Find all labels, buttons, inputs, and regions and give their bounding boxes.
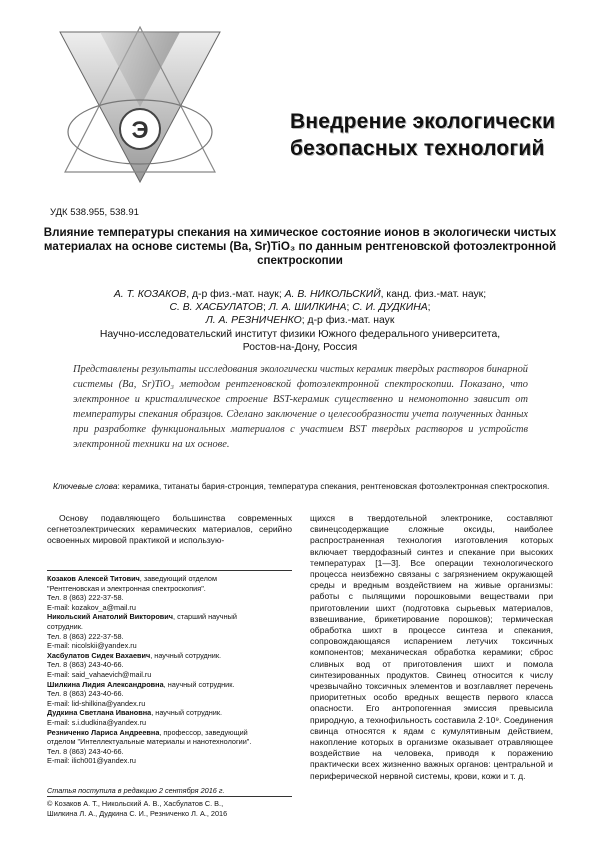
bio-name: Резниченко Лариса Андреевна	[47, 727, 160, 737]
bio-line: E-mail: kozakov_a@mail.ru	[47, 602, 136, 612]
bio-text: , старший научный	[173, 612, 237, 622]
bio-name: Никольский Анатолий Викторович	[47, 612, 174, 622]
footnote-divider	[47, 570, 292, 571]
author-name: А. В. НИКОЛЬСКИЙ	[284, 289, 381, 300]
bio-name: Шилкина Лидия Александровна	[47, 679, 164, 689]
bio-line: Тел. 8 (863) 243-40-66.	[47, 746, 124, 756]
author-bio	[47, 612, 292, 650]
bio-text: , профессор, заведующий	[159, 727, 248, 737]
bio-first-line	[47, 574, 292, 584]
bio-first-line	[47, 728, 292, 738]
author-name: Л. А. РЕЗНИЧЕНКО	[205, 315, 302, 327]
copyright	[47, 799, 292, 818]
bio-text: , научный сотрудник.	[151, 708, 223, 718]
author-bios	[47, 574, 292, 766]
bio-line: E-mail: s.i.dudkina@yandex.ru	[47, 717, 147, 727]
section-title: Внедрение экологически безопасных технологий	[290, 110, 556, 160]
author-name: А. Т. КОЗАКОВ	[113, 289, 187, 300]
abstract: Представлены результаты исследования экологически чистых керамик твердых растворов бинарной системы (Ba, Sr)TiO₃ методом рентгеновской фотоэлектронной спектроскопии. Показано, что электронное и кристаллическое строение BST-керамик существенно и немонотонно зависит от температуры спекания образцов. Сделано заключение о целесообразности учета полученных данных при разработке функциональных материалов с участием BST твердых растворов и устройств электронной техники на их основе.	[73, 364, 528, 450]
author-name: Л. А. ШИЛКИНА	[268, 302, 347, 314]
bio-first-line	[47, 708, 292, 718]
author-bio	[47, 728, 292, 766]
author-bio	[47, 651, 292, 680]
bio-first-line	[47, 680, 292, 690]
logo-letter: Э	[131, 117, 149, 144]
separator: ;	[427, 302, 431, 314]
bio-line: Тел. 8 (863) 222-37-58.	[47, 631, 124, 641]
journal-logo	[40, 12, 240, 192]
author-degree: , д-р физ.-мат. наук;	[186, 289, 285, 300]
author-degree: , канд. физ.-мат. наук;	[380, 289, 487, 300]
bio-line: Тел. 8 (863) 222-37-58.	[47, 593, 124, 603]
bio-name: Хасбулатов Сидек Вахаевич	[47, 650, 151, 660]
left-column	[47, 513, 292, 547]
keywords	[53, 481, 553, 492]
bio-line: сотрудник.	[47, 621, 83, 631]
bio-line: E-mail: ilich001@yandex.ru	[47, 756, 136, 766]
body-paragraph: щихся в твердотельной электронике, составляют свинецсодержащие сложные оксиды, наиболее распространенная технология изготовления которых включает твердофазный синтез и спекание при высоких температурах [1—3]. Все операции технологического процесса неизбежно связаны с загрязнением окружающей среды и вредным воздействием на живые организмы: работы с пылящими порошковыми веществами при приготовлении шихт (подготовка сырьевых материалов, взвешивание, брикетирование порошков); термическая обработка шихт в процессе синтеза и спекания, сопровождающаяся испарением летучих токсичных компонентов; механическая обработка керамики; сброс сливных вод от приготовления шихт и помола синтезированных продуктов. Свинец относится к числу чрезвычайно токсичных элементов и возглавляет перечень приоритетных особо вредных веществ первого класса опасности. Его антропогенная эмиссия превысила природную, а технофильность составила 2·10⁹. Соединения свинца относятся к ядам с кумулятивным действием, накопление которых в организме оказывает отравляющее воздействие на человека, приводя к поражению практически всех жизненно важных органов: центральной и периферической нервной системы, крови, кожи и т. д.	[310, 513, 553, 781]
copyright-divider	[47, 796, 292, 797]
authors-block	[40, 288, 560, 354]
bio-line: E-mail: lid-shilkina@yandex.ru	[47, 698, 146, 708]
authors-line-1	[40, 288, 560, 301]
author-bio	[47, 574, 292, 612]
keywords-label: Ключевые слова	[53, 481, 118, 491]
bio-line: отделом "Интеллектуальные материалы и нанотехнологии".	[47, 737, 252, 747]
bio-line: E-mail: said_vahaevich@mail.ru	[47, 669, 152, 679]
bio-line: Тел. 8 (863) 243-40-66.	[47, 660, 124, 670]
keywords-text: : керамика, титанаты бария-стронция, температура спекания, рентгеновская фотоэлектронная спектроскопия.	[117, 481, 550, 491]
article-title: Влияние температуры спекания на химическое состояние ионов в экологически чистых материалах на основе системы (Ba, Sr)TiO₃ по данным рентгеновской фотоэлектронной спектроскопии	[43, 226, 557, 267]
copyright-line: © Козаков А. Т., Никольский А. В., Хасбулатов С. В.,	[47, 799, 224, 808]
authors-line-3	[40, 314, 560, 327]
bio-text: , заведующий отделом	[139, 574, 217, 583]
affiliation: Научно-исследовательский институт физики Южного федерального университета,	[99, 328, 501, 340]
bio-line: "Рентгеновская и электронная спектроскопия".	[47, 583, 206, 593]
bio-text: , научный сотрудник.	[150, 650, 222, 660]
bio-name: Дудкина Светлана Ивановна	[47, 708, 152, 718]
copyright-line: Шилкина Л. А., Дудкина С. И., Резниченко Л. А., 2016	[47, 808, 228, 818]
author-bio	[47, 680, 292, 709]
separator: ;	[346, 302, 353, 314]
separator: ;	[262, 302, 269, 314]
authors-line-2	[40, 301, 560, 314]
bio-text: , научный сотрудник.	[163, 679, 235, 689]
author-degree: ; д-р физ.-мат. наук	[301, 315, 395, 327]
author-name: С. В. ХАСБУЛАТОВ	[169, 302, 263, 314]
author-bio	[47, 708, 292, 727]
right-column	[310, 513, 553, 782]
affiliation-city: Ростов-на-Дону, Россия	[242, 341, 358, 353]
udk-code: УДК 538.955, 538.91	[50, 207, 139, 218]
received-date: Статья поступила в редакцию 2 сентября 2016 г.	[47, 786, 225, 795]
author-name: С. И. ДУДКИНА	[352, 302, 428, 314]
bio-line: E-mail: nicolskii@yandex.ru	[47, 641, 137, 651]
bio-line: Тел. 8 (863) 243-40-66.	[47, 689, 124, 699]
bio-first-line	[47, 612, 292, 622]
bio-first-line	[47, 651, 292, 661]
body-paragraph: Основу подавляющего большинства современных сегнетоэлектрических керамических материалов, серийно освоенных мировой практикой и использую-	[47, 513, 292, 546]
bio-name: Козаков Алексей Титович	[47, 574, 140, 583]
